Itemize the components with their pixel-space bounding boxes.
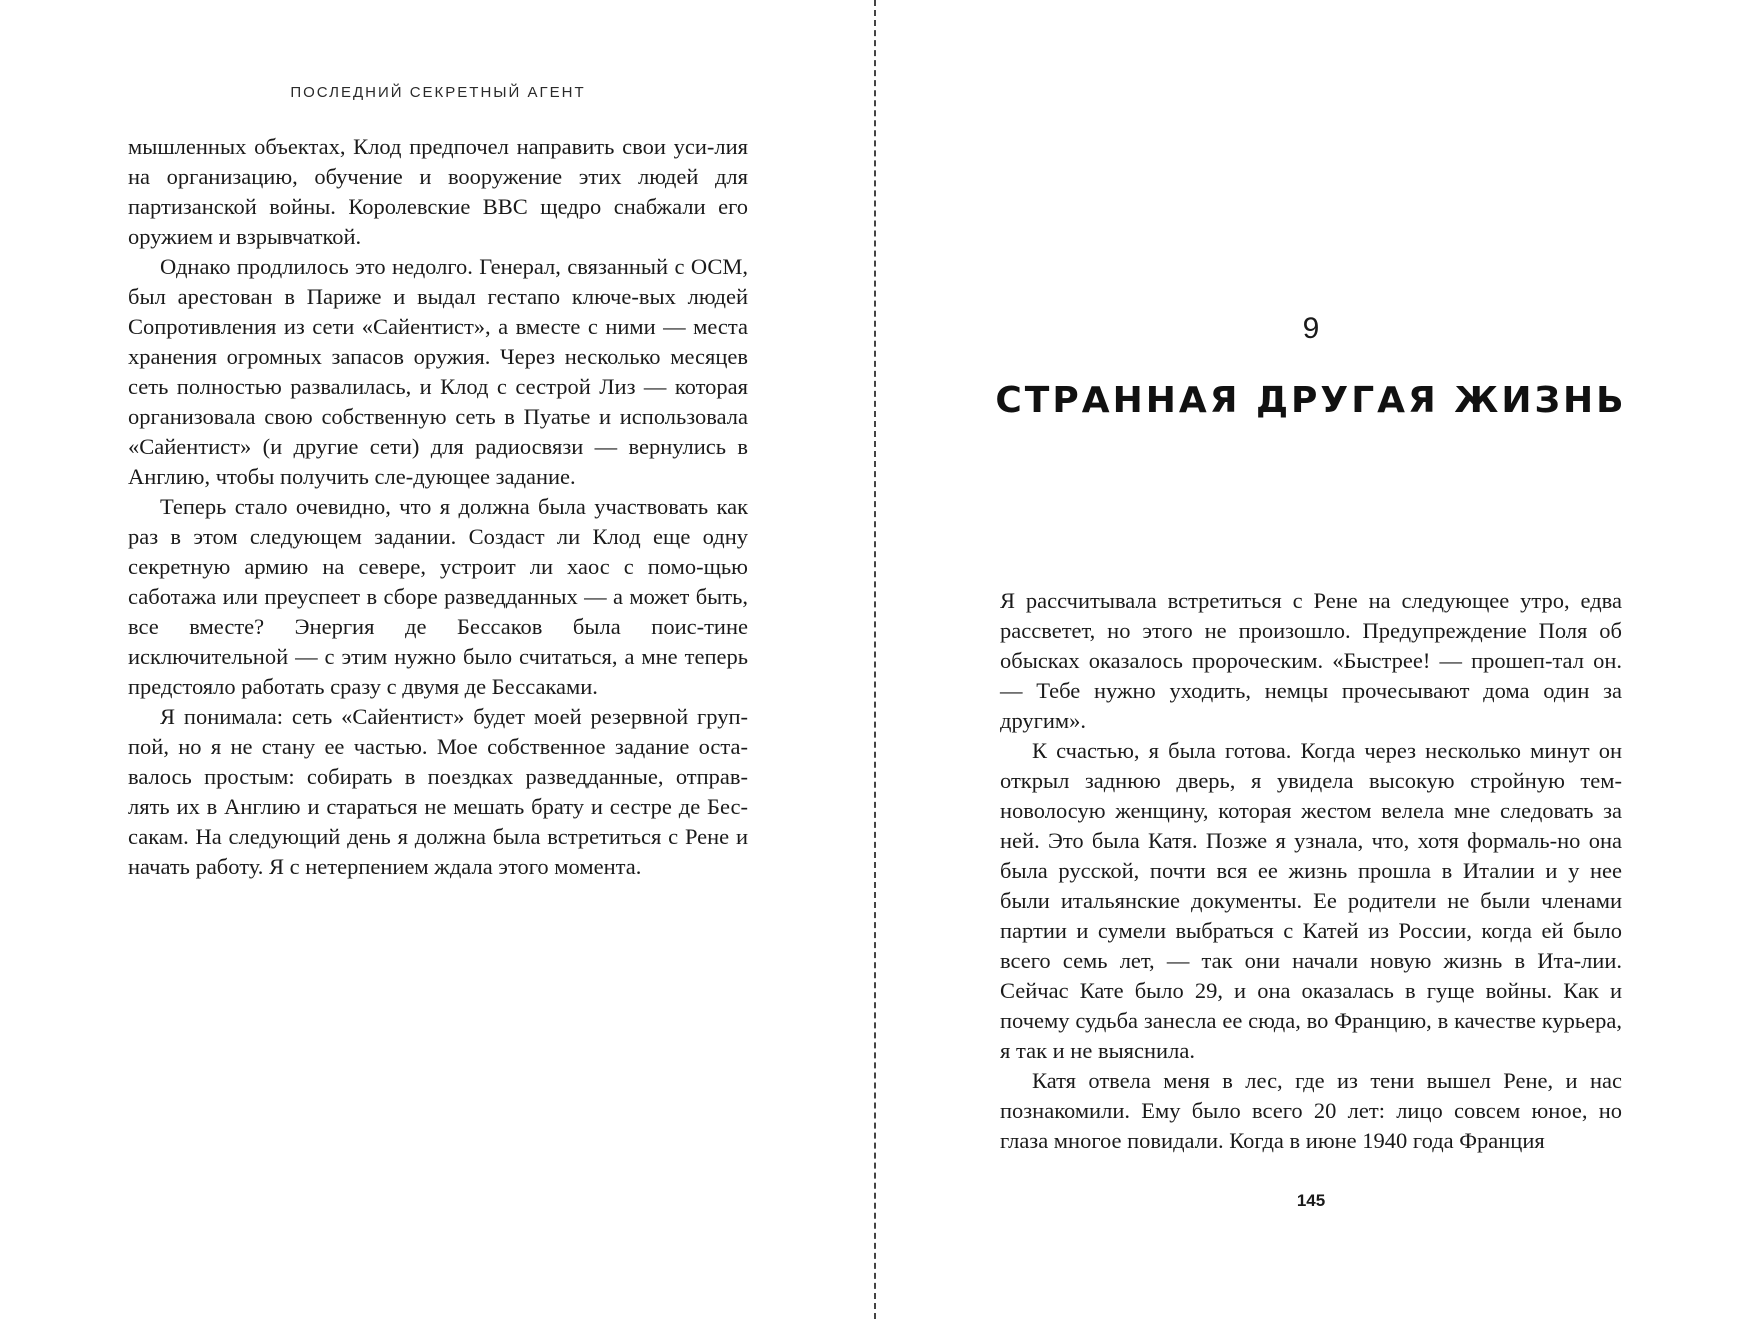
left-page [0, 0, 870, 1319]
running-head: ПОСЛЕДНИЙ СЕКРЕТНЫЙ АГЕНТ [290, 84, 586, 101]
chapter-number: 9 [1302, 312, 1320, 345]
right-page-body [1000, 586, 1622, 1156]
paragraph: Я понимала: сеть «Сайентист» будет моей резервной груп-пой, но я не стану ее частью. Мое собственное задание оста-валось простым: собирать в поездках разведданные, отправ-лять их в Англию и стараться не мешать брату и сестре де Бес-сакам. На следующий день я должна была встретиться с Рене и начать работу. Я с нетерпением ждала этого момента. [128, 704, 748, 879]
chapter-title: СТРАННАЯ ДРУГАЯ ЖИЗНЬ [995, 380, 1627, 421]
page-number: 145 [1296, 1191, 1326, 1210]
paragraph: К счастью, я была готова. Когда через несколько минут он открыл заднюю дверь, я увидела высокую стройную тем-новолосую женщину, которая жестом велела мне следовать за ней. Это была Катя. Позже я узнала, что, хотя формаль-но она была русской, почти вся ее жизнь прошла в Италии и у нее были итальянские документы. Ее родители не были членами партии и сумели выбраться с Катей из России, когда ей было всего семь лет, — так они начали новую жизнь в Ита-лии. Сейчас Кате было 29, и она оказалась в гуще войны. Как и почему судьба занесла ее сюда, во Францию, в качестве курьера, я так и не выяснила. [1000, 738, 1622, 1063]
right-page [880, 0, 1750, 1319]
paragraph: Я рассчитывала встретиться с Рене на следующее утро, едва рассветет, но этого не произошло. Предупреждение Поля об обысках оказалось пророческим. «Быстрее! — прошеп-тал он. — Тебе нужно уходить, немцы прочесывают дома один за другим». [1000, 588, 1622, 733]
paragraph: Однако продлилось это недолго. Генерал, связанный с ОСМ, был арестован в Париже и выдал гестапо ключе-вых людей Сопротивления из сети «Сайентист», а вместе с ними — места хранения огромных запасов оружия. Через несколько месяцев сеть полностью развалилась, и Клод с сестрой Лиз — которая организовала свою собственную сеть в Пуатье и использовала «Сайентист» (и другие сети) для радиосвязи — вернулись в Англию, чтобы получить сле-дующее задание. [128, 254, 748, 489]
page-gutter-divider [874, 0, 876, 1319]
paragraph: мышленных объектах, Клод предпочел направить свои уси-лия на организацию, обучение и вооружение этих людей для партизанской войны. Королевские ВВС щедро снабжали его оружием и взрывчаткой. [128, 134, 748, 249]
paragraph: Теперь стало очевидно, что я должна была участвовать как раз в этом следующем задании. Создаст ли Клод еще одну секретную армию на севере, устроит ли хаос с помо-щью саботажа или преуспеет в сборе разведданных — а может быть, все вместе? Энергия де Бессаков была поис-тине исключительной — с этим нужно было считаться, а мне теперь предстояло работать сразу с двумя де Бессаками. [128, 494, 748, 699]
left-page-body [128, 132, 748, 882]
paragraph: Катя отвела меня в лес, где из тени вышел Рене, и нас познакомили. Ему было всего 20 лет: лицо совсем юное, но глаза многое повидали. Когда в июне 1940 года Франция [1000, 1068, 1622, 1153]
